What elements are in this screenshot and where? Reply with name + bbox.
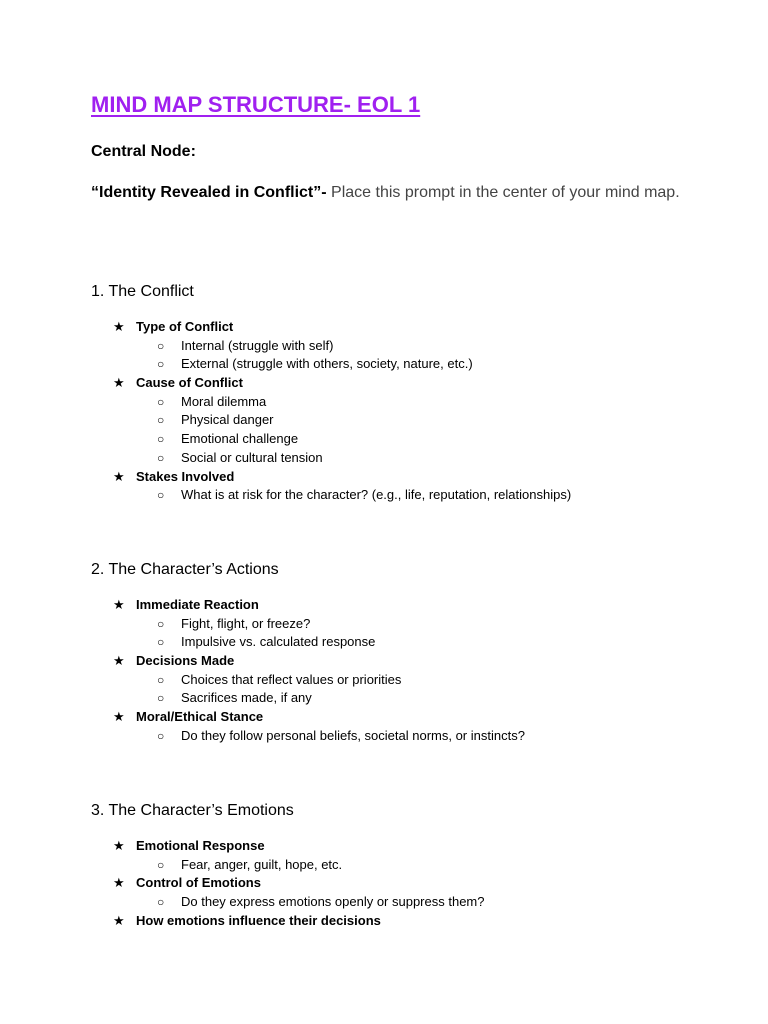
circle-bullet-icon: ○ [157, 672, 165, 687]
sub-list-item-label: Fear, anger, guilt, hope, etc. [181, 856, 343, 872]
sub-list-item [91, 671, 731, 690]
circle-bullet-icon: ○ [157, 616, 165, 631]
list-item [91, 837, 731, 856]
list-item [91, 912, 731, 931]
sub-list-item [91, 689, 731, 708]
sub-list-item [91, 893, 731, 912]
list-item [91, 596, 731, 615]
section-list-emotions [91, 837, 731, 930]
list-item [91, 874, 731, 893]
star-bullet-icon: ★ [113, 597, 125, 612]
circle-bullet-icon: ○ [157, 895, 165, 910]
star-bullet-icon: ★ [113, 912, 125, 928]
sub-list-item-label: Choices that reflect values or priorities [181, 671, 402, 687]
sub-list-item [91, 355, 731, 374]
list-item-label: How emotions influence their decisions [136, 912, 381, 928]
section-heading-emotions: 3. The Character’s Emotions [91, 802, 294, 819]
prompt-instruction: Place this prompt in the center of your mind map. [326, 184, 680, 201]
sub-list-item-label: Physical danger [181, 412, 274, 428]
circle-bullet-icon: ○ [157, 338, 165, 353]
sub-list-item [91, 727, 731, 746]
star-bullet-icon: ★ [113, 653, 125, 669]
list-item-label: Stakes Involved [136, 468, 235, 484]
star-bullet-icon: ★ [113, 319, 125, 334]
sub-list-item-label: Internal (struggle with self) [181, 337, 334, 353]
star-bullet-icon: ★ [113, 875, 125, 891]
circle-bullet-icon: ○ [157, 413, 165, 428]
sub-list-item-label: Sacrifices made, if any [181, 690, 312, 706]
sub-list-item-label: What is at risk for the character? (e.g., life, reputation, relationships) [181, 487, 572, 503]
sub-list-item [91, 633, 731, 652]
circle-bullet-icon: ○ [157, 691, 165, 706]
circle-bullet-icon: ○ [157, 357, 165, 372]
section-list-actions [91, 596, 731, 746]
sub-list-item-label: Do they follow personal beliefs, societal norms, or instincts? [181, 727, 525, 743]
circle-bullet-icon: ○ [157, 432, 165, 447]
section-heading-actions: 2. The Character’s Actions [91, 561, 279, 578]
list-item [91, 318, 731, 337]
sub-list-item-label: External (struggle with others, society, nature, etc.) [181, 356, 473, 372]
list-item [91, 468, 731, 487]
list-item-label: Emotional Response [136, 838, 265, 853]
sub-list-item-label: Do they express emotions openly or suppress them? [181, 894, 485, 910]
document-title: MIND MAP STRUCTURE- EOL 1 [91, 92, 421, 117]
prompt-quote: “Identity Revealed in Conflict”- [91, 184, 327, 201]
circle-bullet-icon: ○ [157, 728, 165, 743]
sub-list-item [91, 393, 731, 412]
sub-list-item [91, 486, 731, 505]
list-item [91, 374, 731, 393]
star-bullet-icon: ★ [113, 838, 125, 853]
star-bullet-icon: ★ [113, 468, 125, 484]
central-node-label: Central Node: [91, 143, 196, 160]
sub-list-item [91, 430, 731, 449]
sub-list-item-label: Emotional challenge [181, 431, 299, 447]
list-item-label: Control of Emotions [136, 875, 261, 891]
section-heading-conflict: 1. The Conflict [91, 283, 194, 300]
circle-bullet-icon: ○ [157, 394, 165, 409]
list-item [91, 652, 731, 671]
list-item-label: Type of Conflict [136, 319, 234, 334]
sub-list-item-label: Impulsive vs. calculated response [181, 634, 376, 650]
star-bullet-icon: ★ [113, 709, 125, 725]
list-item-label: Decisions Made [136, 653, 235, 669]
list-item-label: Immediate Reaction [136, 597, 259, 612]
section-list-conflict [91, 318, 731, 505]
circle-bullet-icon: ○ [157, 635, 165, 650]
sub-list-item-label: Social or cultural tension [181, 449, 323, 465]
list-item-label: Cause of Conflict [136, 375, 243, 391]
sub-list-item [91, 615, 731, 634]
sub-list-item [91, 856, 731, 875]
list-item [91, 708, 731, 727]
star-bullet-icon: ★ [113, 375, 125, 391]
circle-bullet-icon: ○ [157, 857, 165, 872]
circle-bullet-icon: ○ [157, 450, 165, 465]
central-prompt [91, 181, 691, 205]
sub-list-item [91, 411, 731, 430]
sub-list-item-label: Moral dilemma [181, 393, 267, 409]
sub-list-item [91, 449, 731, 468]
sub-list-item [91, 337, 731, 356]
list-item-label: Moral/Ethical Stance [136, 709, 264, 725]
circle-bullet-icon: ○ [157, 488, 165, 503]
sub-list-item-label: Fight, flight, or freeze? [181, 615, 311, 631]
